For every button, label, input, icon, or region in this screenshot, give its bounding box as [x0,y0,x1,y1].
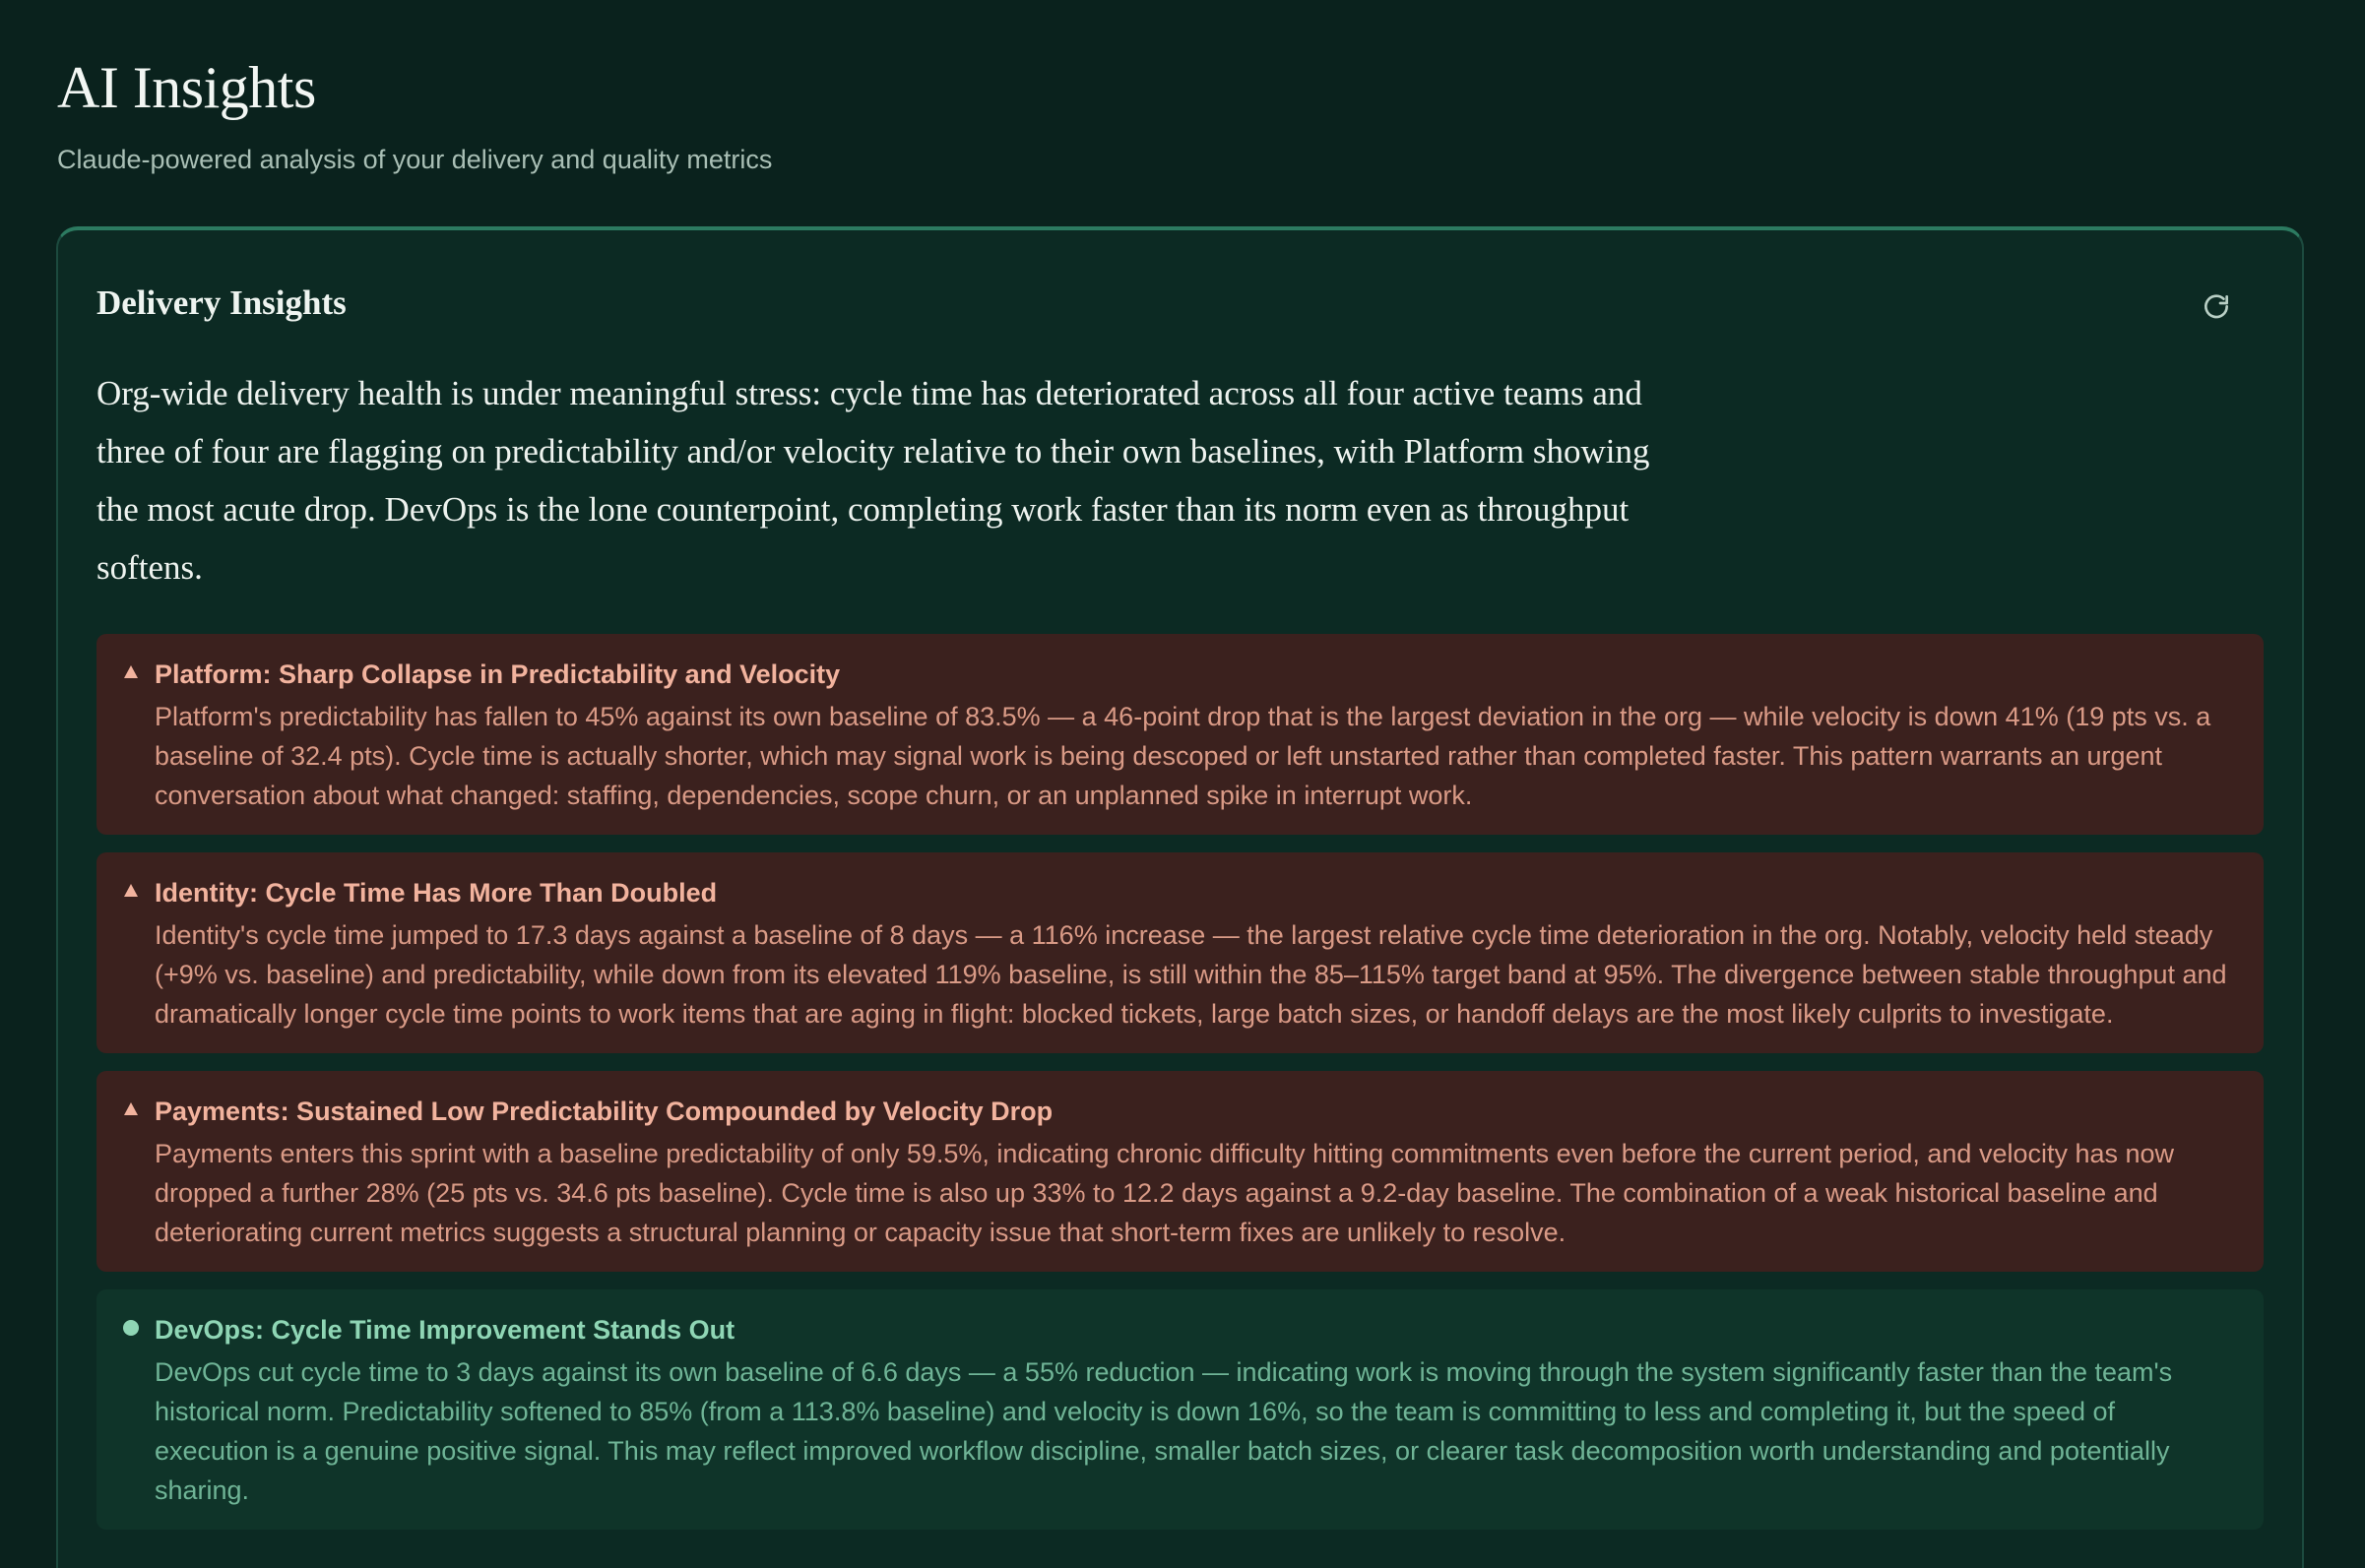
positive-dot-icon [122,1319,140,1337]
insight-item-platform [96,634,2264,835]
insight-body: DevOps cut cycle time to 3 days against its own baseline of 6.6 days — a 55% reduction — indicating work is moving through the system significantly faster than the team's historical norm. Predictability softened to 85% (from a 113.8% baseline) and velocity is down 16%, so the team is committing to less and completing it, but the speed of execution is a genuine positive signal. This may reflect improved workflow discipline, smaller batch sizes, or clearer task decomposition worth understanding and potentially sharing. [155,1357,2173,1505]
insight-title: Payments: Sustained Low Predictability Compounded by Velocity Drop [155,1097,1054,1126]
warning-triangle-icon [122,882,140,900]
insight-item-payments [96,1071,2264,1272]
card-title: Delivery Insights [96,283,347,322]
warning-triangle-icon [122,1100,140,1118]
page-subtitle: Claude-powered analysis of your delivery and quality metrics [57,145,773,174]
insight-title: Platform: Sharp Collapse in Predictability and Velocity [155,659,841,689]
insights-list [96,634,2264,1547]
insight-body: Identity's cycle time jumped to 17.3 days against a baseline of 8 days — a 116% increase — the largest relative cycle time deterioration in the org. Notably, velocity held steady (+9% vs. baseline) and predictability, while down from its elevated 119% baseline, is still within the 85–115% target band at 95%. The divergence between stable throughput and dramatically longer cycle time points to work items that are aging in flight: blocked tickets, large batch sizes, or handoff delays are the most likely culprits to investigate. [155,920,2227,1029]
insight-body: Payments enters this sprint with a baseline predictability of only 59.5%, indicating chronic difficulty hitting commitments even before the current period, and velocity has now dropped a further 28% (25 pts vs. 34.6 pts baseline). Cycle time is also up 33% to 12.2 days against a 9.2-day baseline. The combination of a weak historical baseline and deteriorating current metrics suggests a structural planning or capacity issue that short-term fixes are unlikely to resolve. [155,1139,2175,1247]
page-title: AI Insights [57,55,316,120]
insights-summary: Org-wide delivery health is under meaningful stress: cycle time has deteriorated across all four active teams and three of four are flagging on predictability and/or velocity relative to their own baselines, with Platform showing the most acute drop. DevOps is the lone counterpoint, completing work faster than its norm even as throughput softens. [96,374,1650,587]
delivery-insights-card [56,226,2304,1568]
insight-title: Identity: Cycle Time Has More Than Doubled [155,878,718,908]
warning-triangle-icon [122,663,140,681]
insight-title: DevOps: Cycle Time Improvement Stands Out [155,1315,735,1345]
refresh-icon [2201,291,2232,323]
insight-item-devops [96,1289,2264,1530]
page-header [57,55,772,175]
refresh-button[interactable] [2197,287,2236,327]
insight-body: Platform's predictability has fallen to 45% against its own baseline of 83.5% — a 46-point drop that is the largest deviation in the org — while velocity is down 41% (19 pts vs. a baseline of 32.4 pts). Cycle time is actually shorter, which may signal work is being descoped or left unstarted rather than completed faster. This pattern warrants an urgent conversation about what changed: staffing, dependencies, scope churn, or an unplanned spike in interrupt work. [155,702,2211,810]
insight-item-identity [96,852,2264,1053]
